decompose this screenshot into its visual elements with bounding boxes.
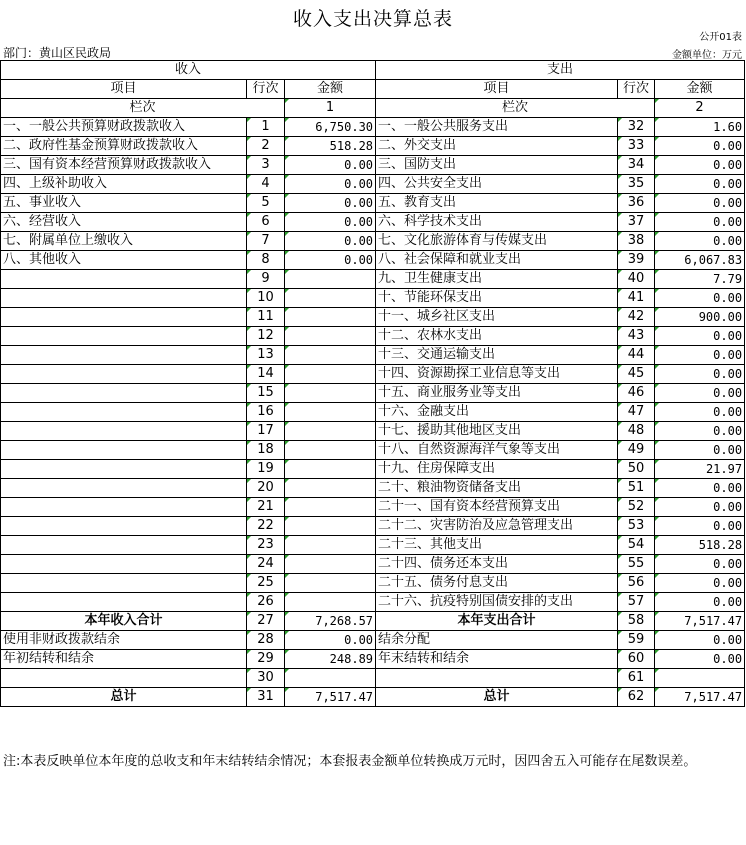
expense-amount: 0.00 xyxy=(655,498,745,517)
income-amount xyxy=(285,441,376,460)
expense-amount: 0.00 xyxy=(655,346,745,365)
expense-amount: 0.00 xyxy=(655,194,745,213)
expense-row-no: 59 xyxy=(618,631,655,650)
income-row-no: 6 xyxy=(247,213,285,232)
income-row-no: 5 xyxy=(247,194,285,213)
expense-row-no: 48 xyxy=(618,422,655,441)
table-row xyxy=(1,137,745,156)
expense-item: 二十一、国有资本经营预算支出 xyxy=(376,498,618,517)
expense-grand-total-amount: 7,517.47 xyxy=(655,688,745,707)
expense-amount: 0.00 xyxy=(655,403,745,422)
income-row-no: 4 xyxy=(247,175,285,194)
table-row xyxy=(1,517,745,536)
expense-row-no: 47 xyxy=(618,403,655,422)
table-row xyxy=(1,156,745,175)
table-row xyxy=(1,479,745,498)
expense-row-no: 35 xyxy=(618,175,655,194)
income-item xyxy=(1,479,247,498)
expense-amount: 0.00 xyxy=(655,156,745,175)
income-item xyxy=(1,536,247,555)
expense-column-no: 2 xyxy=(655,99,745,118)
expense-amount: 0.00 xyxy=(655,517,745,536)
income-row-no: 11 xyxy=(247,308,285,327)
income-amount: 0.00 xyxy=(285,251,376,270)
income-row-no: 17 xyxy=(247,422,285,441)
income-amount xyxy=(285,289,376,308)
income-amount: 0.00 xyxy=(285,156,376,175)
income-amount xyxy=(285,270,376,289)
income-amount xyxy=(285,498,376,517)
expense-row-no: 55 xyxy=(618,555,655,574)
expense-row-no: 54 xyxy=(618,536,655,555)
expense-amount: 0.00 xyxy=(655,213,745,232)
expense-item: 十九、住房保障支出 xyxy=(376,460,618,479)
income-item xyxy=(1,555,247,574)
income-item xyxy=(1,574,247,593)
expense-row-no: 61 xyxy=(618,669,655,688)
expense-item: 二十二、灾害防治及应急管理支出 xyxy=(376,517,618,536)
expense-amount xyxy=(655,669,745,688)
income-item xyxy=(1,289,247,308)
expense-total-amount: 7,517.47 xyxy=(655,612,745,631)
income-column-no: 1 xyxy=(285,99,376,118)
income-item xyxy=(1,460,247,479)
income-row-no: 14 xyxy=(247,365,285,384)
expense-grand-total-label: 总计 xyxy=(376,688,618,707)
column-number-row xyxy=(1,99,745,118)
expense-total-no: 58 xyxy=(618,612,655,631)
expense-amount: 0.00 xyxy=(655,175,745,194)
income-row-no: 25 xyxy=(247,574,285,593)
expense-amount: 0.00 xyxy=(655,232,745,251)
expense-row-no: 53 xyxy=(618,517,655,536)
income-row-no: 22 xyxy=(247,517,285,536)
income-row-no: 3 xyxy=(247,156,285,175)
table-row xyxy=(1,118,745,137)
income-item: 八、其他收入 xyxy=(1,251,247,270)
expense-row-no: 46 xyxy=(618,384,655,403)
table-row xyxy=(1,650,745,669)
income-amount: 0.00 xyxy=(285,175,376,194)
expense-row-no: 32 xyxy=(618,118,655,137)
income-row-no: 19 xyxy=(247,460,285,479)
expense-row-no: 51 xyxy=(618,479,655,498)
income-grand-total-no: 31 xyxy=(247,688,285,707)
table-row xyxy=(1,422,745,441)
table-row xyxy=(1,498,745,517)
income-row-no: 21 xyxy=(247,498,285,517)
expense-amount: 0.00 xyxy=(655,422,745,441)
income-amount xyxy=(285,555,376,574)
expense-row-no: 44 xyxy=(618,346,655,365)
expense-item: 二、外交支出 xyxy=(376,137,618,156)
income-amount xyxy=(285,669,376,688)
table-row xyxy=(1,213,745,232)
income-total-amount: 7,268.57 xyxy=(285,612,376,631)
expense-item: 十四、资源勘探工业信息等支出 xyxy=(376,365,618,384)
expense-grand-total-no: 62 xyxy=(618,688,655,707)
expense-item: 八、社会保障和就业支出 xyxy=(376,251,618,270)
income-row-no: 1 xyxy=(247,118,285,137)
expense-item: 六、科学技术支出 xyxy=(376,213,618,232)
expense-row-no: 36 xyxy=(618,194,655,213)
income-item: 四、上级补助收入 xyxy=(1,175,247,194)
expense-section-header: 支出 xyxy=(376,61,745,80)
income-item xyxy=(1,422,247,441)
table-row xyxy=(1,251,745,270)
expense-row-no: 43 xyxy=(618,327,655,346)
table-row xyxy=(1,175,745,194)
expense-row-no: 50 xyxy=(618,460,655,479)
table-row xyxy=(1,308,745,327)
table-row xyxy=(1,574,745,593)
income-item xyxy=(1,593,247,612)
expense-item: 十八、自然资源海洋气象等支出 xyxy=(376,441,618,460)
expense-item: 十七、援助其他地区支出 xyxy=(376,422,618,441)
income-row-no: 18 xyxy=(247,441,285,460)
income-row-no: 29 xyxy=(247,650,285,669)
income-amount xyxy=(285,365,376,384)
expense-item: 五、教育支出 xyxy=(376,194,618,213)
expense-item: 三、国防支出 xyxy=(376,156,618,175)
expense-item: 二十三、其他支出 xyxy=(376,536,618,555)
income-row-no: 7 xyxy=(247,232,285,251)
income-amount xyxy=(285,536,376,555)
expense-item: 二十、粮油物资储备支出 xyxy=(376,479,618,498)
expense-row-no: 52 xyxy=(618,498,655,517)
income-section-header: 收入 xyxy=(1,61,376,80)
income-row-no: 9 xyxy=(247,270,285,289)
income-row-no: 13 xyxy=(247,346,285,365)
income-amount xyxy=(285,422,376,441)
expense-item: 十一、城乡社区支出 xyxy=(376,308,618,327)
expense-amount-header: 金额 xyxy=(655,80,745,99)
income-row-no: 16 xyxy=(247,403,285,422)
table-row xyxy=(1,365,745,384)
expense-amount: 0.00 xyxy=(655,327,745,346)
income-amount xyxy=(285,327,376,346)
grand-total-row xyxy=(1,688,745,707)
expense-row-no: 57 xyxy=(618,593,655,612)
report-title: 收入支出决算总表 xyxy=(292,8,453,30)
income-column-no-label: 栏次 xyxy=(1,99,285,118)
income-row-no: 28 xyxy=(247,631,285,650)
table-row xyxy=(1,593,745,612)
expense-item: 十二、农林水支出 xyxy=(376,327,618,346)
income-item xyxy=(1,517,247,536)
department-label: 部门：黄山区民政局 xyxy=(3,46,112,60)
expense-amount: 7.79 xyxy=(655,270,745,289)
table-row xyxy=(1,536,745,555)
expense-row-no: 41 xyxy=(618,289,655,308)
income-item xyxy=(1,308,247,327)
income-amount: 0.00 xyxy=(285,213,376,232)
expense-item: 十三、交通运输支出 xyxy=(376,346,618,365)
table-row xyxy=(1,669,745,688)
expense-item: 十六、金融支出 xyxy=(376,403,618,422)
income-item: 一、一般公共预算财政拨款收入 xyxy=(1,118,247,137)
form-code: 公开01表 xyxy=(699,32,742,43)
table-row xyxy=(1,270,745,289)
expense-amount: 518.28 xyxy=(655,536,745,555)
table-row xyxy=(1,289,745,308)
expense-item: 十、节能环保支出 xyxy=(376,289,618,308)
expense-item: 二十四、债务还本支出 xyxy=(376,555,618,574)
expense-item: 二十五、债务付息支出 xyxy=(376,574,618,593)
expense-row-no: 40 xyxy=(618,270,655,289)
expense-row-no: 38 xyxy=(618,232,655,251)
income-row-no: 15 xyxy=(247,384,285,403)
income-amount xyxy=(285,574,376,593)
income-item: 三、国有资本经营预算财政拨款收入 xyxy=(1,156,247,175)
income-item-header: 项目 xyxy=(1,80,247,99)
income-row-no: 8 xyxy=(247,251,285,270)
year-total-row xyxy=(1,612,745,631)
table-row xyxy=(1,460,745,479)
income-expense-table xyxy=(0,60,745,707)
income-grand-total-amount: 7,517.47 xyxy=(285,688,376,707)
expense-item: 九、卫生健康支出 xyxy=(376,270,618,289)
column-header-row xyxy=(1,80,745,99)
expense-row-no: 60 xyxy=(618,650,655,669)
table-row xyxy=(1,384,745,403)
section-header-row xyxy=(1,61,745,80)
expense-amount: 21.97 xyxy=(655,460,745,479)
expense-item: 十五、商业服务业等支出 xyxy=(376,384,618,403)
income-item: 二、政府性基金预算财政拨款收入 xyxy=(1,137,247,156)
income-item xyxy=(1,365,247,384)
expense-row-no: 34 xyxy=(618,156,655,175)
table-row xyxy=(1,232,745,251)
expense-amount: 0.00 xyxy=(655,650,745,669)
expense-row-no: 37 xyxy=(618,213,655,232)
income-total-no: 27 xyxy=(247,612,285,631)
expense-amount: 6,067.83 xyxy=(655,251,745,270)
expense-amount: 900.00 xyxy=(655,308,745,327)
income-rowno-header: 行次 xyxy=(247,80,285,99)
income-amount: 6,750.30 xyxy=(285,118,376,137)
expense-row-no: 56 xyxy=(618,574,655,593)
income-item: 使用非财政拨款结余 xyxy=(1,631,247,650)
expense-row-no: 42 xyxy=(618,308,655,327)
income-amount xyxy=(285,346,376,365)
expense-amount: 0.00 xyxy=(655,574,745,593)
income-item xyxy=(1,327,247,346)
income-item xyxy=(1,669,247,688)
income-row-no: 20 xyxy=(247,479,285,498)
expense-amount: 0.00 xyxy=(655,137,745,156)
expense-amount: 0.00 xyxy=(655,479,745,498)
expense-row-no: 49 xyxy=(618,441,655,460)
income-grand-total-label: 总计 xyxy=(1,688,247,707)
expense-row-no: 39 xyxy=(618,251,655,270)
income-amount: 0.00 xyxy=(285,631,376,650)
expense-amount: 0.00 xyxy=(655,593,745,612)
income-amount xyxy=(285,384,376,403)
expense-item: 四、公共安全支出 xyxy=(376,175,618,194)
income-row-no: 26 xyxy=(247,593,285,612)
expense-item: 结余分配 xyxy=(376,631,618,650)
income-amount: 248.89 xyxy=(285,650,376,669)
amount-unit-label: 金额单位：万元 xyxy=(672,50,742,61)
income-total-label: 本年收入合计 xyxy=(1,612,247,631)
income-item: 年初结转和结余 xyxy=(1,650,247,669)
income-amount xyxy=(285,403,376,422)
expense-column-no-label: 栏次 xyxy=(376,99,655,118)
income-amount: 518.28 xyxy=(285,137,376,156)
income-amount-header: 金额 xyxy=(285,80,376,99)
expense-amount: 0.00 xyxy=(655,289,745,308)
income-item xyxy=(1,270,247,289)
table-row xyxy=(1,631,745,650)
income-amount: 0.00 xyxy=(285,194,376,213)
table-row xyxy=(1,403,745,422)
income-item xyxy=(1,384,247,403)
income-amount xyxy=(285,460,376,479)
expense-amount: 1.60 xyxy=(655,118,745,137)
table-row xyxy=(1,441,745,460)
expense-row-no: 45 xyxy=(618,365,655,384)
income-row-no: 24 xyxy=(247,555,285,574)
income-item: 六、经营收入 xyxy=(1,213,247,232)
table-row xyxy=(1,346,745,365)
expense-total-label: 本年支出合计 xyxy=(376,612,618,631)
income-amount xyxy=(285,308,376,327)
income-row-no: 2 xyxy=(247,137,285,156)
income-row-no: 30 xyxy=(247,669,285,688)
income-row-no: 10 xyxy=(247,289,285,308)
income-item xyxy=(1,346,247,365)
expense-item: 年末结转和结余 xyxy=(376,650,618,669)
income-item: 五、事业收入 xyxy=(1,194,247,213)
expense-amount: 0.00 xyxy=(655,384,745,403)
footnote: 注:本表反映单位本年度的总收支和年末结转结余情况；本套报表金额单位转换成万元时，因四舍五入可能存在尾数误差。 xyxy=(3,754,697,769)
expense-amount: 0.00 xyxy=(655,631,745,650)
income-amount: 0.00 xyxy=(285,232,376,251)
expense-item: 七、文化旅游体育与传媒支出 xyxy=(376,232,618,251)
income-amount xyxy=(285,593,376,612)
expense-rowno-header: 行次 xyxy=(618,80,655,99)
income-item xyxy=(1,441,247,460)
table-row xyxy=(1,194,745,213)
table-row xyxy=(1,555,745,574)
expense-amount: 0.00 xyxy=(655,441,745,460)
income-row-no: 23 xyxy=(247,536,285,555)
income-item xyxy=(1,403,247,422)
income-amount xyxy=(285,479,376,498)
income-item xyxy=(1,498,247,517)
expense-item xyxy=(376,669,618,688)
income-amount xyxy=(285,517,376,536)
expense-item: 二十六、抗疫特别国债安排的支出 xyxy=(376,593,618,612)
expense-row-no: 33 xyxy=(618,137,655,156)
expense-amount: 0.00 xyxy=(655,555,745,574)
expense-item: 一、一般公共服务支出 xyxy=(376,118,618,137)
table-row xyxy=(1,327,745,346)
income-row-no: 12 xyxy=(247,327,285,346)
expense-item-header: 项目 xyxy=(376,80,618,99)
expense-amount: 0.00 xyxy=(655,365,745,384)
income-item: 七、附属单位上缴收入 xyxy=(1,232,247,251)
